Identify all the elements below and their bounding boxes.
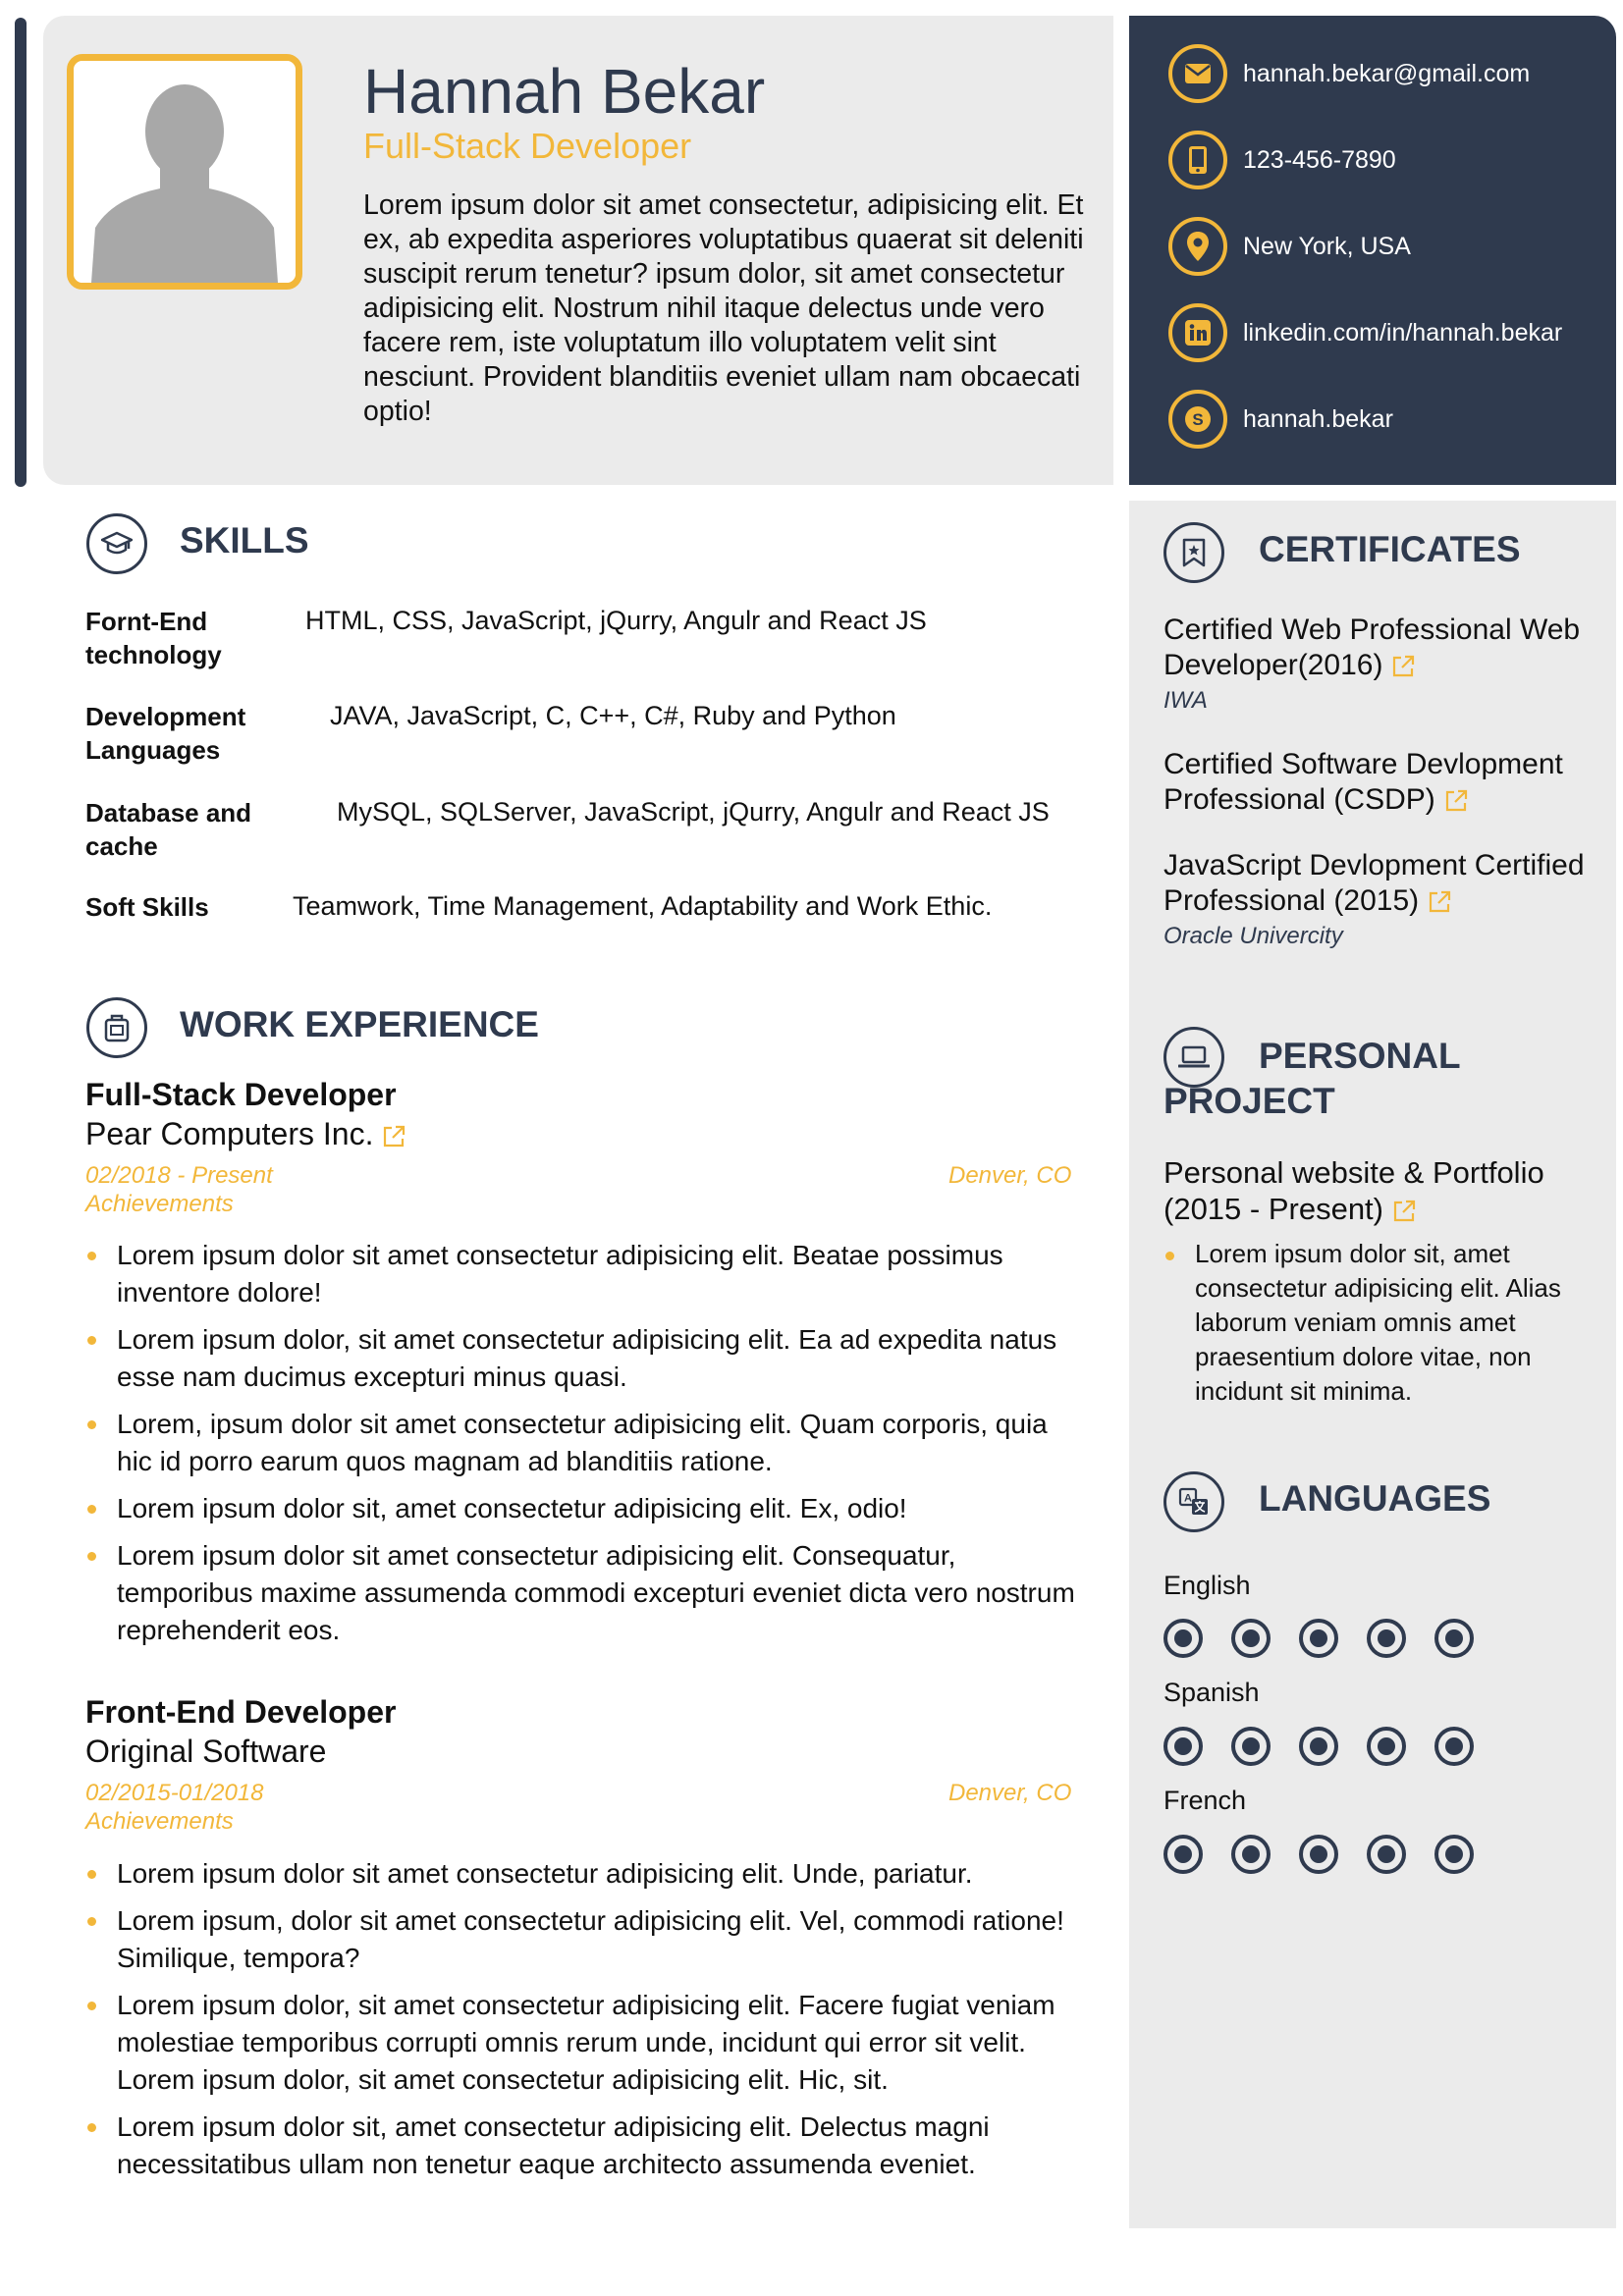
linkedin-icon (1168, 303, 1227, 362)
contact-email[interactable] (1168, 40, 1530, 107)
rating-dot (1367, 1835, 1406, 1874)
project-name-block (1163, 1154, 1586, 1227)
language-rating (1163, 1835, 1502, 1874)
skype-text: hannah.bekar (1243, 404, 1393, 433)
contact-phone[interactable] (1168, 127, 1396, 193)
list-item: Lorem ipsum dolor sit amet consectetur adipisicing elit. Unde, pariatur. (85, 1855, 1077, 1893)
skill-value: JAVA, JavaScript, C, C++, C#, Ruby and Python (330, 701, 896, 730)
list-item: Lorem ipsum dolor, sit amet consectetur adipisicing elit. Facere fugiat veniam molestiae temporibus corrupti omnis rerum unde, incidunt qui error sit velit. Lorem ipsum dolor, sit amet consectetur adipisicing elit. Hic, sit. (85, 1987, 1077, 2099)
rating-dot (1367, 1619, 1406, 1658)
languages-heading: LANGUAGES (1259, 1478, 1491, 1519)
skype-icon (1168, 390, 1227, 449)
achievements-label: Achievements (85, 1808, 234, 1835)
job-dates: 02/2015-01/2018 (85, 1780, 264, 1806)
list-item: Lorem ipsum dolor sit, amet consectetur adipisicing elit. Ex, odio! (85, 1490, 1077, 1527)
company-label: Pear Computers Inc. (85, 1116, 374, 1151)
phone-icon (1168, 131, 1227, 189)
certificate-issuer: Oracle Univercity (1163, 923, 1343, 949)
list-item: Lorem ipsum dolor sit amet consectetur adipisicing elit. Consequatur, temporibus maxime assumenda commodi excepturi eveniet dicta vero nostrum reprehenderit eos. (85, 1537, 1077, 1649)
certificate-item (1163, 747, 1586, 818)
job-location: Denver, CO (948, 1780, 1072, 1806)
rating-dot (1434, 1619, 1474, 1658)
person-silhouette-icon (74, 61, 296, 283)
external-link-icon[interactable] (1390, 654, 1416, 679)
external-link-icon[interactable] (1443, 788, 1469, 814)
job-title: Front-End Developer (85, 1694, 397, 1730)
project-name: Personal website & Portfolio (2015 - Present) (1163, 1155, 1544, 1226)
rating-dot (1163, 1619, 1203, 1658)
list-item: Lorem ipsum dolor sit, amet consectetur adipisicing elit. Alias laborum veniam omnis amet praesentium dolore vitae, non incidunt sit minima. (1163, 1237, 1586, 1409)
profile-summary: Lorem ipsum dolor sit amet consectetur, adipisicing elit. Et ex, ab expedita asperiores voluptatibus quaerat sit deleniti suscipit rerum tenetur? ipsum dolor, sit amet consectetur adipisicing elit. Nostrum nihil itaque delectus unde vero facere rem, iste voluptatum illo voluptatem velit sint nesciunt. Provident blanditiis eveniet ullam nam obcaecati optio! (363, 189, 1084, 427)
rating-dot (1434, 1727, 1474, 1766)
candidate-name: Hannah Bekar (363, 56, 766, 127)
rating-dot (1231, 1727, 1271, 1766)
certificate-item (1163, 848, 1586, 950)
external-link-icon[interactable] (381, 1124, 406, 1149)
list-item: Lorem, ipsum dolor sit amet consectetur adipisicing elit. Quam corporis, quia hic id porro earum quos magnam ad blanditiis ratione. (85, 1406, 1077, 1480)
external-link-icon[interactable] (1391, 1199, 1417, 1224)
accent-bar (15, 18, 27, 487)
list-item: Lorem ipsum, dolor sit amet consectetur adipisicing elit. Vel, commodi ratione! Similique, tempora? (85, 1902, 1077, 1977)
svg-text:A: A (1184, 1492, 1192, 1505)
skill-label: Fornt-End technology (85, 607, 222, 669)
rating-dot (1231, 1835, 1271, 1874)
company-name: Original Software (85, 1734, 327, 1769)
list-item: Lorem ipsum dolor sit amet consectetur adipisicing elit. Beatae possimus inventore dolore! (85, 1237, 1077, 1311)
job-title: Full-Stack Developer (85, 1077, 397, 1112)
briefcase-icon (86, 997, 147, 1058)
certificates-heading: CERTIFICATES (1259, 529, 1521, 569)
contact-linkedin[interactable] (1168, 299, 1562, 366)
rating-dot (1299, 1835, 1338, 1874)
rating-dot (1434, 1835, 1474, 1874)
candidate-title: Full-Stack Developer (363, 126, 692, 166)
svg-text:S: S (1192, 410, 1204, 429)
skill-label: Database and cache (85, 798, 252, 861)
language-name: English (1163, 1571, 1251, 1600)
achievements-label: Achievements (85, 1191, 234, 1217)
language-rating (1163, 1727, 1502, 1766)
company-name[interactable] (85, 1116, 406, 1152)
contact-skype[interactable] (1168, 386, 1393, 453)
achievements-list (85, 1855, 1077, 2193)
location-pin-icon (1168, 217, 1227, 276)
job-dates: 02/2018 - Present (85, 1162, 273, 1189)
email-text: hannah.bekar@gmail.com (1243, 59, 1531, 87)
certificate-item (1163, 613, 1586, 715)
rating-dot (1367, 1727, 1406, 1766)
profile-photo (67, 54, 302, 290)
envelope-icon (1168, 44, 1227, 103)
skill-value: HTML, CSS, JavaScript, jQurry, Angulr and React JS (305, 606, 927, 635)
language-name: Spanish (1163, 1678, 1260, 1707)
graduation-cap-icon (86, 513, 147, 574)
personal-project-heading: PERSONAL PROJECT (1163, 1036, 1460, 1121)
work-experience-heading: WORK EXPERIENCE (180, 1004, 539, 1044)
achievements-list (85, 1237, 1077, 1659)
translate-icon (1163, 1471, 1224, 1532)
skill-value: Teamwork, Time Management, Adaptability and Work Ethic. (293, 891, 993, 921)
external-link-icon[interactable] (1427, 889, 1452, 915)
rating-dot (1163, 1727, 1203, 1766)
list-item: Lorem ipsum dolor sit, amet consectetur adipisicing elit. Delectus magni necessitatibus ullam non tenetur eaque architecto assumenda eveniet. (85, 2109, 1077, 2183)
project-details (1163, 1237, 1586, 1418)
certificate-name: Certified Software Devlopment Professional (CSDP) (1163, 748, 1563, 816)
skill-value: MySQL, SQLServer, JavaScript, jQurry, Angulr and React JS (337, 797, 1050, 827)
skill-label: Development Languages (85, 702, 246, 765)
rating-dot (1163, 1835, 1203, 1874)
location-text: New York, USA (1243, 232, 1411, 260)
job-location: Denver, CO (948, 1162, 1072, 1189)
list-item: Lorem ipsum dolor, sit amet consectetur adipisicing elit. Ea ad expedita natus esse nam ducimus excepturi minus quasi. (85, 1321, 1077, 1396)
certificate-name: JavaScript Devlopment Certified Professional (2015) (1163, 849, 1585, 917)
rating-dot (1299, 1619, 1338, 1658)
certificate-badge-icon (1163, 522, 1224, 583)
certificate-name: Certified Web Professional Web Developer(2016) (1163, 614, 1581, 681)
phone-text: 123-456-7890 (1243, 145, 1396, 174)
language-rating (1163, 1619, 1502, 1658)
skills-heading: SKILLS (180, 520, 309, 561)
language-name: French (1163, 1786, 1247, 1815)
contact-location (1168, 213, 1411, 280)
certificate-issuer: IWA (1163, 687, 1208, 714)
rating-dot (1299, 1727, 1338, 1766)
rating-dot (1231, 1619, 1271, 1658)
linkedin-text: linkedin.com/in/hannah.bekar (1243, 318, 1563, 347)
skill-label: Soft Skills (85, 892, 209, 922)
